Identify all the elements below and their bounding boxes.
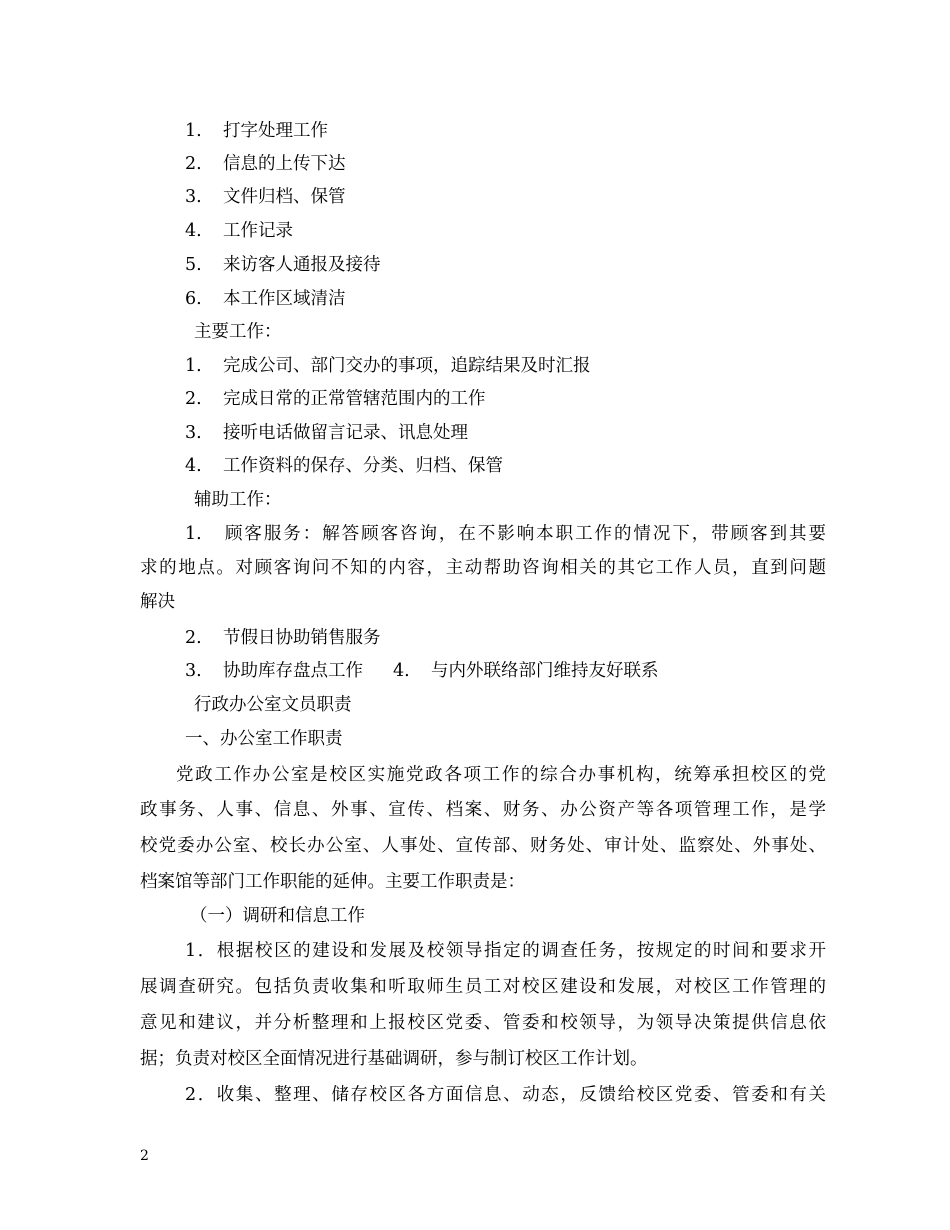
paragraph-line: 党政工作办公室是校区实施党政各项工作的综合办事机构，统筹承担校区的党 bbox=[176, 765, 826, 785]
paragraph-line: 政事务、人事、信息、外事、宣传、档案、财务、办公资产等各项管理工作，是学 bbox=[140, 800, 826, 820]
paragraph-line: 意见和建议，并分析整理和上报校区党委、管委和校领导，为领导决策提供信息依 bbox=[140, 1013, 826, 1033]
paragraph-line: 展调查研究。包括负责收集和听取师生员工对校区建设和发展，对校区工作管理的 bbox=[140, 977, 826, 997]
paragraph-line: 解决 bbox=[140, 592, 175, 612]
list-item: 3. 协助库存盘点工作 4. 与内外联络部门维持友好联系 bbox=[185, 661, 659, 681]
list-item: 1. 完成公司、部门交办的事项，追踪结果及时汇报 bbox=[185, 356, 591, 376]
list-item: 2. 信息的上传下达 bbox=[185, 154, 346, 174]
list-item: 4. 工作资料的保存、分类、归档、保管 bbox=[185, 456, 503, 476]
list-item: 1. 打字处理工作 bbox=[185, 121, 328, 141]
aux-work-heading: 辅助工作： bbox=[194, 490, 282, 510]
sub-heading: 一、办公室工作职责 bbox=[185, 729, 343, 749]
list-item: 5. 来访客人通报及接待 bbox=[185, 255, 381, 275]
list-item: 4. 工作记录 bbox=[185, 221, 293, 241]
sub-heading: （一）调研和信息工作 bbox=[190, 906, 365, 926]
page-number: 2 bbox=[140, 1148, 149, 1164]
paragraph-line: 档案馆等部门工作职能的延伸。主要工作职责是： bbox=[140, 872, 525, 892]
list-item: 1. 顾客服务：解答顾客咨询，在不影响本职工作的情况下，带顾客到其要 bbox=[185, 524, 826, 544]
list-item: 6. 本工作区域清洁 bbox=[185, 289, 346, 309]
list-item: 3. 文件归档、保管 bbox=[185, 187, 346, 207]
list-item: 2. 节假日协助销售服务 bbox=[185, 628, 381, 648]
paragraph-line: 校党委办公室、校长办公室、人事处、宣传部、财务处、审计处、监察处、外事处、 bbox=[140, 836, 826, 856]
paragraph-line: 1．根据校区的建设和发展及校领导指定的调查任务，按规定的时间和要求开 bbox=[185, 941, 826, 961]
main-work-heading: 主要工作： bbox=[194, 322, 282, 342]
paragraph-line: 据；负责对校区全面情况进行基础调研，参与制订校区工作计划。 bbox=[140, 1049, 648, 1069]
section-title: 行政办公室文员职责 bbox=[194, 695, 352, 715]
list-item: 3. 接听电话做留言记录、讯息处理 bbox=[185, 423, 468, 443]
paragraph-line: 求的地点。对顾客询问不知的内容，主动帮助咨询相关的其它工作人员，直到问题 bbox=[140, 558, 826, 578]
list-item: 2. 完成日常的正常管辖范围内的工作 bbox=[185, 389, 486, 409]
paragraph-line: 2．收集、整理、储存校区各方面信息、动态，反馈给校区党委、管委和有关 bbox=[185, 1085, 826, 1105]
